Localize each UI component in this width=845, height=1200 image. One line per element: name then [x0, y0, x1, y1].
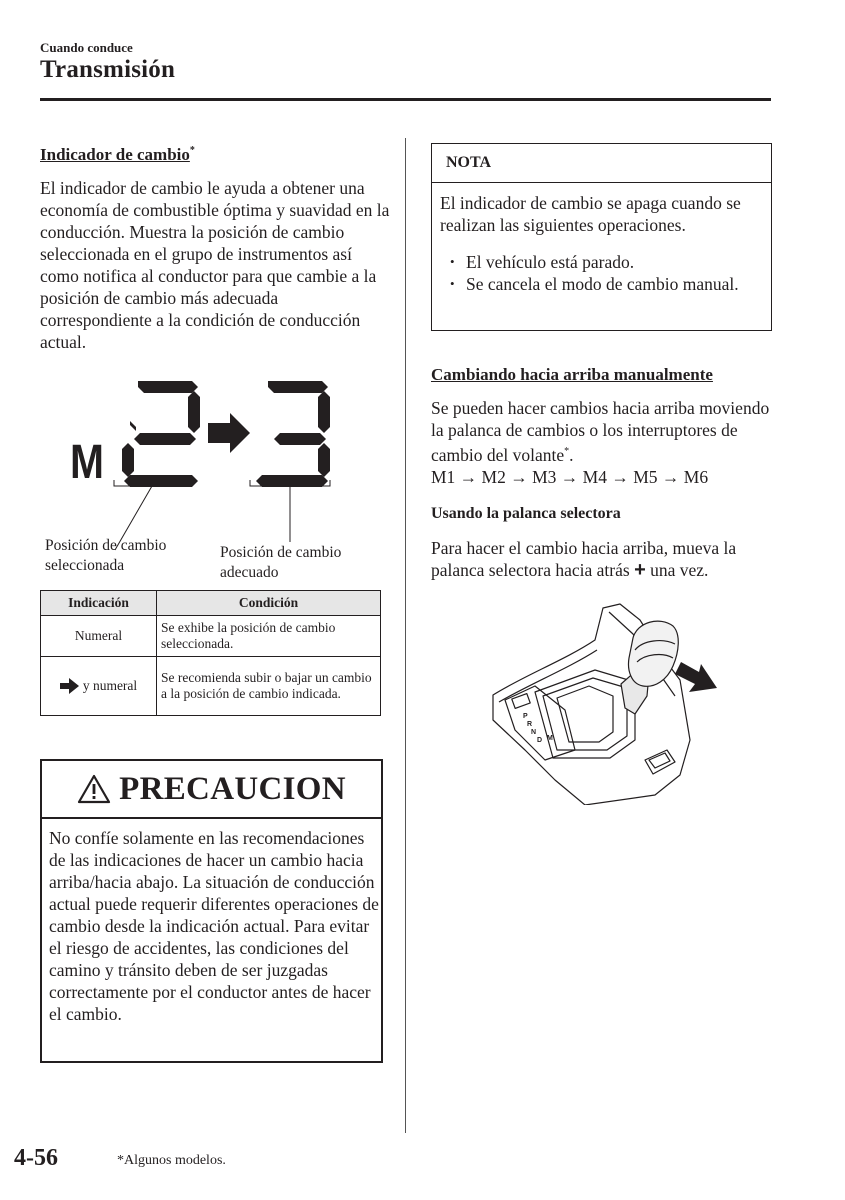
selector-lever-text: Para hacer el cambio hacia arriba, mueva la palanca selectora hacia atrás — [431, 538, 737, 580]
table-row — [41, 616, 381, 657]
indication-table — [40, 590, 381, 716]
note-list — [450, 251, 760, 295]
shift-up-arrow-icon — [208, 413, 250, 453]
caption-selected-position: Posición de cambio seleccionada — [45, 537, 167, 574]
plus-symbol: + — [634, 559, 646, 581]
gate-label-d: D — [537, 737, 543, 744]
note-text: El indicador de cambio se apaga cuando se realizan las siguientes operaciones. — [440, 193, 741, 235]
page-number: 4-56 — [14, 1145, 58, 1171]
selector-lever-text-end: una vez. — [650, 560, 709, 580]
table-row — [41, 657, 381, 716]
manual-upshift-text-end: . — [569, 444, 574, 465]
manual-upshift-heading: Cambiando hacia arriba manualmente — [431, 365, 713, 384]
gate-label-r: R — [527, 721, 533, 728]
gear-indicator-heading — [40, 145, 195, 165]
column-divider — [405, 138, 406, 1133]
list-item: • El vehículo está parado. — [450, 251, 760, 273]
footnote-mark: * — [189, 145, 195, 157]
note-title: NOTA — [446, 154, 492, 171]
caution-header — [42, 761, 381, 819]
selector-lever-paragraph — [431, 537, 771, 581]
section-label: Cuando conduce — [40, 40, 133, 55]
list-item: • Se cancela el modo de cambio manual. — [450, 273, 760, 295]
selector-lever-heading: Usando la palanca selectora — [431, 505, 621, 522]
table-cell: Se exhibe la posición de cambio seleccionada. — [157, 616, 381, 657]
gear-indicator-paragraph: El indicador de cambio le ayuda a obtener una economía de combustible óptima y suavidad en la conducción. Muestra la posición de cambio seleccionada en el grupo de instrumentos así como notifica al conductor para que cambie a la posición de cambio más adecuada correspondiente a la condición de conducción actual. — [40, 178, 390, 352]
table-cell: Numeral — [41, 616, 157, 657]
gate-label-p: P — [523, 713, 528, 720]
caution-box — [40, 759, 383, 1063]
table-cell: Se recomienda subir o bajar un cambio a la posición de cambio indicada. — [157, 657, 381, 716]
gate-label-n: N — [531, 729, 537, 736]
gear-sequence: M1 → M2 → M3 → M4 → M5 → M6 — [431, 466, 709, 487]
warning-triangle-icon — [77, 774, 111, 804]
page-title: Transmisión — [40, 56, 176, 83]
table-header-row — [41, 591, 381, 616]
manual-upshift-text: Se pueden hacer cambios hacia arriba moviendo la palanca de cambios o los interruptores de cambio del volante — [431, 398, 770, 465]
mode-letter: M — [70, 435, 104, 489]
table-header: Indicación — [41, 591, 157, 616]
table-cell-text: y numeral — [82, 677, 138, 693]
footnote: *Algunos modelos. — [117, 1153, 226, 1168]
selector-lever-illustration — [485, 600, 760, 805]
gate-label-m: M — [547, 735, 553, 742]
manual-upshift-paragraph — [431, 397, 771, 488]
note-box — [431, 143, 772, 331]
caution-text: No confíe solamente en las recomendaciones de las indicaciones de hacer un cambio hacia arriba/hacia abajo. La situación de conducción actual puede requerir diferentes operaciones de cambio desde la indicación actual. Para evitar el riesgo de accidentes, las condiciones del camino y tránsito deben de ser juzgadas correctamente por el conductor antes de hacer el cambio. — [49, 828, 379, 1024]
table-header: Condición — [157, 591, 381, 616]
table-cell — [41, 657, 157, 716]
caution-title: PRECAUCION — [119, 770, 346, 807]
gear-indicator-heading-text: Indicador de cambio — [40, 145, 190, 164]
footnote-mark: * — [564, 446, 570, 457]
note-header — [432, 144, 771, 183]
shift-arrow-icon — [60, 678, 80, 694]
title-rule — [40, 98, 771, 101]
caption-suitable-position: Posición de cambio adecuado — [220, 544, 342, 581]
